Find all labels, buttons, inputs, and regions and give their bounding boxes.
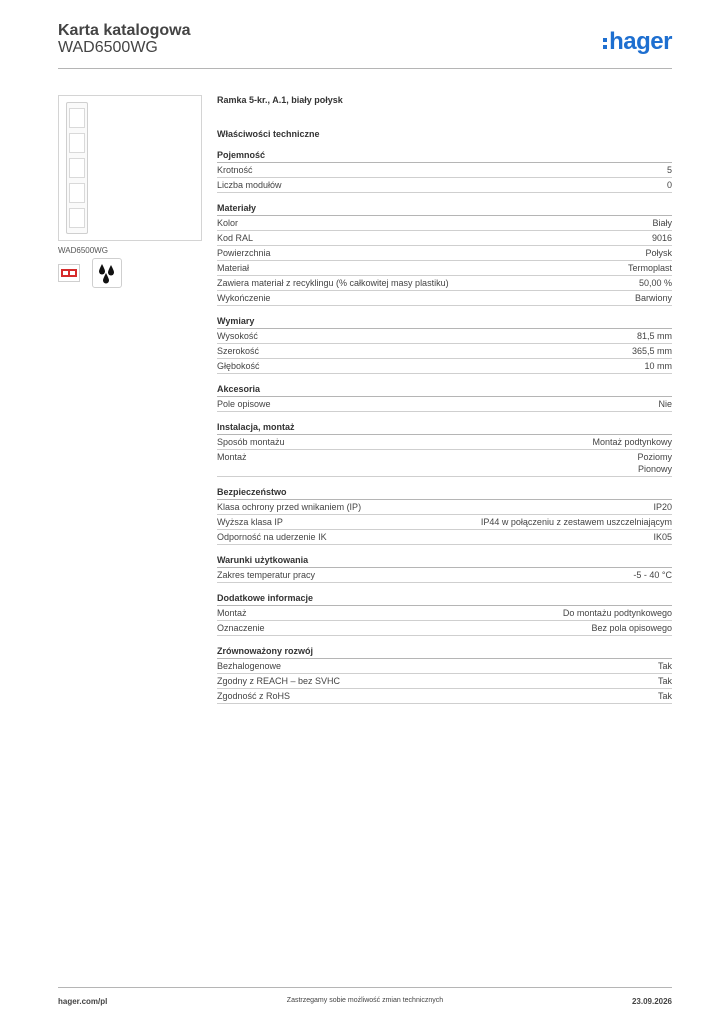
property-row	[217, 163, 672, 178]
property-value-line: Montaż podtynkowy	[592, 437, 672, 447]
property-label: Szerokość	[217, 346, 260, 356]
footer-notice: Zastrzegamy sobie możliwość zmian technicznych	[286, 997, 444, 1004]
property-group-title: Instalacja, montaż	[217, 421, 672, 435]
property-label: Kolor	[217, 218, 239, 228]
header-divider	[58, 68, 672, 69]
technical-properties-column	[217, 95, 672, 704]
property-value-line: Tak	[657, 676, 672, 686]
property-label: Bezhalogenowe	[217, 661, 282, 671]
property-group	[217, 383, 672, 412]
frame-5-gang-illustration	[66, 102, 88, 234]
property-group	[217, 315, 672, 374]
logo-dots-icon	[603, 38, 607, 49]
property-label: Zgodny z REACH – bez SVHC	[217, 676, 341, 686]
document-title: Karta katalogowa	[58, 22, 191, 39]
property-label: Powierzchnia	[217, 248, 271, 258]
ip-badge-icon	[58, 264, 80, 282]
footer-divider	[58, 987, 672, 988]
property-value	[637, 452, 672, 474]
property-groups	[217, 149, 672, 704]
property-group-title: Zrównoważony rozwój	[217, 645, 672, 659]
water-drops-icon	[92, 258, 122, 288]
property-label: Głębokość	[217, 361, 260, 371]
page-header	[58, 20, 672, 70]
property-row	[217, 231, 672, 246]
property-group-title: Materiały	[217, 202, 672, 216]
property-value-line: 10 mm	[644, 361, 672, 371]
product-visual-column	[58, 95, 202, 288]
property-row	[217, 216, 672, 231]
property-group	[217, 421, 672, 477]
property-value	[653, 532, 672, 542]
property-value	[628, 263, 672, 273]
property-value	[563, 608, 672, 618]
property-label: Krotność	[217, 165, 253, 175]
property-group-title: Akcesoria	[217, 383, 672, 397]
product-image[interactable]	[58, 95, 202, 241]
property-value	[591, 623, 672, 633]
property-row	[217, 291, 672, 306]
property-value-line: Tak	[657, 661, 672, 671]
property-value	[635, 293, 672, 303]
property-value	[667, 180, 672, 190]
property-value	[658, 661, 672, 671]
property-group	[217, 149, 672, 193]
property-label: Odporność na uderzenie IK	[217, 532, 327, 542]
property-value	[645, 248, 672, 258]
property-row	[217, 689, 672, 704]
property-value-line: Biały	[652, 218, 672, 228]
property-value	[652, 218, 672, 228]
property-value-line: -5 - 40 °C	[633, 570, 672, 580]
property-value-line: 9016	[651, 233, 672, 243]
product-name: Ramka 5-kr., A.1, biały połysk	[217, 95, 343, 105]
property-group	[217, 645, 672, 704]
property-label: Liczba modułów	[217, 180, 282, 190]
property-row	[217, 659, 672, 674]
hager-logo[interactable]	[603, 28, 672, 56]
property-label: Zawiera materiał z recyklingu (% całkowitej masy plastiku)	[217, 278, 449, 288]
property-value	[637, 331, 672, 341]
property-label: Kod RAL	[217, 233, 254, 243]
property-value	[658, 399, 672, 409]
property-row	[217, 397, 672, 412]
property-label: Wykończenie	[217, 293, 271, 303]
property-label: Wyższa klasa IP	[217, 517, 283, 527]
property-row	[217, 329, 672, 344]
property-label: Montaż	[217, 452, 247, 462]
property-group-title: Pojemność	[217, 149, 672, 163]
property-value-line: 0	[666, 180, 672, 190]
property-row	[217, 621, 672, 636]
property-row	[217, 246, 672, 261]
property-value-line: IP20	[653, 502, 672, 512]
property-label: Oznaczenie	[217, 623, 265, 633]
property-value-line: Barwiony	[634, 293, 672, 303]
property-row	[217, 450, 672, 477]
property-row	[217, 568, 672, 583]
property-group-title: Dodatkowe informacje	[217, 592, 672, 606]
property-value	[653, 502, 672, 512]
property-value	[481, 517, 672, 527]
property-value-line: Połysk	[645, 248, 672, 258]
property-value-line: Pionowy	[637, 464, 672, 474]
property-label: Zgodność z RoHS	[217, 691, 291, 701]
property-value	[652, 233, 672, 243]
property-value-line: IK05	[653, 532, 672, 542]
property-label: Zakres temperatur pracy	[217, 570, 316, 580]
property-row	[217, 515, 672, 530]
property-value-line: Do montażu podtynkowego	[562, 608, 672, 618]
property-value-line: 5	[666, 165, 672, 175]
property-row	[217, 359, 672, 374]
property-value-line: 50,00 %	[638, 278, 672, 288]
property-row	[217, 530, 672, 545]
property-label: Montaż	[217, 608, 247, 618]
property-group	[217, 202, 672, 306]
property-row	[217, 276, 672, 291]
property-group	[217, 554, 672, 583]
property-group-title: Wymiary	[217, 315, 672, 329]
property-value-line: Termoplast	[627, 263, 672, 273]
property-label: Pole opisowe	[217, 399, 271, 409]
property-group	[217, 592, 672, 636]
property-value-line: IP44 w połączeniu z zestawem uszczelniającym	[480, 517, 672, 527]
property-value	[644, 361, 672, 371]
technical-properties-heading: Właściwości techniczne	[217, 129, 320, 139]
footer-date: 23.09.2026	[631, 997, 672, 1006]
property-row	[217, 606, 672, 621]
property-row	[217, 261, 672, 276]
product-code: WAD6500WG	[58, 39, 158, 56]
property-row	[217, 674, 672, 689]
property-value-line: Bez pola opisowego	[591, 623, 672, 633]
property-value	[632, 346, 672, 356]
property-value-line: Tak	[657, 691, 672, 701]
image-caption: WAD6500WG	[58, 246, 108, 255]
property-group-title: Warunki użytkowania	[217, 554, 672, 568]
property-value	[658, 691, 672, 701]
property-label: Wysokość	[217, 331, 258, 341]
property-value	[639, 278, 672, 288]
page-footer	[58, 997, 672, 1011]
property-row	[217, 500, 672, 515]
logo-text: hager	[609, 28, 672, 55]
property-value	[633, 570, 672, 580]
footer-website-link[interactable]: hager.com/pl	[58, 997, 108, 1006]
property-row	[217, 435, 672, 450]
property-label: Klasa ochrony przed wnikaniem (IP)	[217, 502, 362, 512]
property-row	[217, 344, 672, 359]
property-label: Sposób montażu	[217, 437, 285, 447]
property-row	[217, 178, 672, 193]
property-label: Materiał	[217, 263, 250, 273]
property-value	[667, 165, 672, 175]
property-group-title: Bezpieczeństwo	[217, 486, 672, 500]
property-value-line: 365,5 mm	[631, 346, 672, 356]
property-value-line: Poziomy	[637, 452, 672, 462]
property-group	[217, 486, 672, 545]
property-value	[658, 676, 672, 686]
property-value-line: Nie	[658, 399, 672, 409]
property-value	[592, 437, 672, 447]
property-value-line: 81,5 mm	[636, 331, 672, 341]
certification-badges	[58, 264, 202, 288]
